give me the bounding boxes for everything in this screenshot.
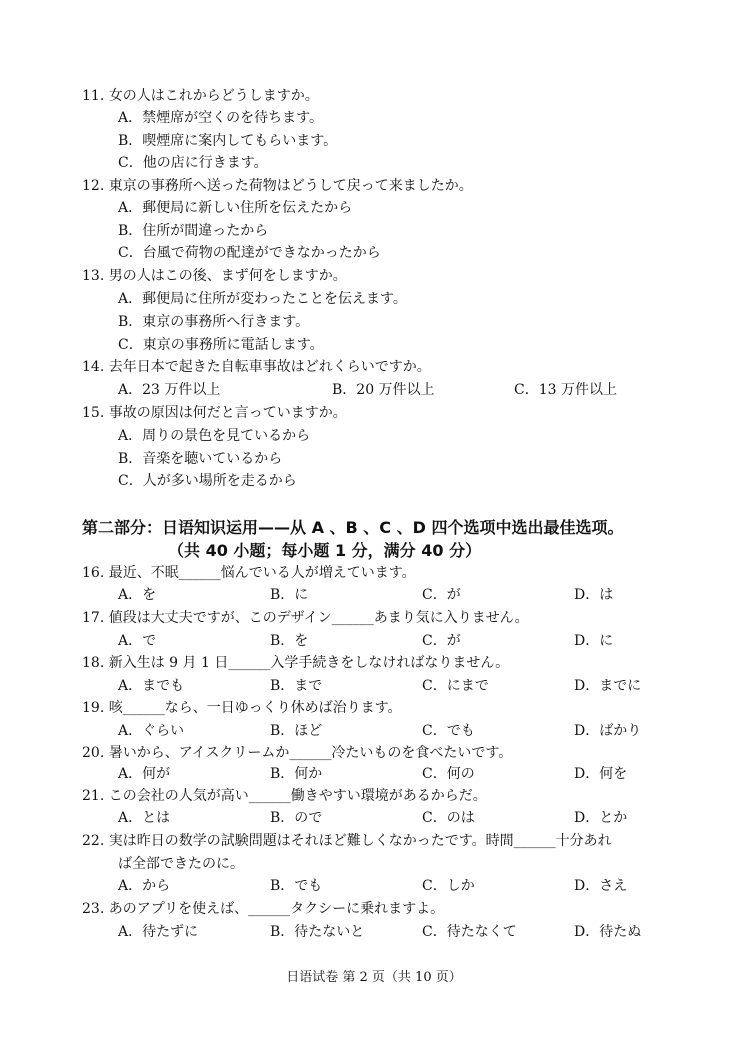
question-22-continued: ば全部できたのに。 [118, 856, 244, 872]
q19-option-b: B．ほど [270, 723, 323, 739]
q17-option-c: C．が [422, 633, 461, 649]
q22-option-b: B．でも [270, 878, 323, 894]
question-21: 21. この会社の人気が高い______働きやすい環境があるからだ。 [82, 788, 487, 804]
question-14: 14. 去年日本で起きた自転車事故はどれくらいですか。 [82, 359, 431, 375]
q17-option-b: B．を [270, 633, 309, 649]
q20-option-b: B．何か [270, 766, 323, 782]
q18-option-c: C．にまで [422, 678, 489, 694]
q18-option-d: D．までに [574, 678, 642, 694]
q20-option-c: C．何の [422, 766, 475, 782]
q15-option-a: A．周りの景色を見ているから [118, 428, 311, 444]
q19-option-a: A．ぐらい [118, 723, 185, 739]
q12-option-b: B．住所が間違ったから [118, 223, 269, 239]
q20-option-a: A．何が [118, 766, 171, 782]
q14-option-a: A．23 万件以上 [118, 382, 221, 398]
question-16: 16. 最近、不眠______悩んでいる人が増えています。 [82, 565, 416, 581]
q19-option-c: C．でも [422, 723, 475, 739]
q21-option-c: C．のは [422, 810, 475, 826]
q21-option-d: D．とか [574, 810, 628, 826]
q15-option-c: C．人が多い場所を走るから [118, 473, 297, 489]
q23-option-d: D．待たぬ [574, 924, 642, 940]
q13-option-a: A．郵便局に住所が変わったことを伝えます。 [118, 291, 407, 307]
page-footer: 日语试卷 第 2 页（共 10 页） [286, 970, 462, 985]
question-23: 23. あのアプリを使えば、______タクシーに乗れますよ。 [82, 901, 445, 917]
q19-option-d: D．ばかり [574, 723, 642, 739]
q16-option-a: A．を [118, 587, 157, 603]
section-subtitle: （共 40 小题；每小题 1 分，满分 40 分） [168, 541, 482, 560]
q21-option-a: A．とは [118, 810, 171, 826]
q15-option-b: B．音楽を聴いているから [118, 451, 283, 467]
q16-option-d: D．は [574, 587, 614, 603]
q18-option-b: B．まで [270, 678, 323, 694]
q16-option-c: C．が [422, 587, 461, 603]
q17-option-d: D．に [574, 633, 614, 649]
q16-option-b: B．に [270, 587, 309, 603]
q11-option-a: A．禁煙席が空くのを待ちます。 [118, 110, 323, 126]
q11-option-c: C．他の店に行きます。 [118, 155, 268, 171]
question-22: 22. 実は昨日の数学の試験問題はそれほど難しくなかったです。時間______十分あれ [82, 833, 612, 849]
question-19: 19. 咳______なら、一日ゆっくり休めば治ります。 [82, 700, 402, 716]
q23-option-b: B．待たないと [270, 924, 365, 940]
q12-option-a: A．郵便局に新しい住所を伝えたから [118, 200, 353, 216]
q21-option-b: B．ので [270, 810, 323, 826]
q22-option-c: C．しか [422, 878, 475, 894]
question-18: 18. 新入生は 9 月 1 日______入学手続きをしなければなりません。 [82, 655, 510, 671]
q23-option-c: C．待たなくて [422, 924, 517, 940]
q14-option-b: B．20 万件以上 [332, 382, 435, 398]
question-13: 13. 男の人はこの後、まず何をしますか。 [82, 268, 347, 284]
q13-option-c: C．東京の事務所に電話します。 [118, 337, 324, 353]
q18-option-a: A．までも [118, 678, 185, 694]
q22-option-d: D．さえ [574, 878, 628, 894]
q22-option-a: A．から [118, 878, 171, 894]
question-15: 15. 事故の原因は何だと言っていますか。 [82, 405, 347, 421]
question-12: 12. 東京の事務所へ送った荷物はどうして戻って来ましたか。 [82, 178, 473, 194]
question-17: 17. 値段は大丈夫ですが、このデザイン______あまり気に入りません。 [82, 610, 529, 626]
question-20: 20. 暑いから、アイスクリームか______冷たいものを食べたいです。 [82, 745, 513, 761]
q14-option-c: C．13 万件以上 [514, 382, 617, 398]
q11-option-b: B．喫煙席に案内してもらいます。 [118, 133, 338, 149]
q23-option-a: A．待たずに [118, 924, 199, 940]
section-title: 第二部分：日语知识运用——从 A 、B 、C 、D 四个选项中选出最佳选项。 [82, 518, 624, 537]
q17-option-a: A．で [118, 633, 157, 649]
q12-option-c: C．台風で荷物の配達ができなかったから [118, 245, 381, 261]
question-11: 11. 女の人はこれからどうしますか。 [82, 88, 319, 104]
q13-option-b: B．東京の事務所へ行きます。 [118, 314, 310, 330]
q20-option-d: D．何を [574, 766, 628, 782]
